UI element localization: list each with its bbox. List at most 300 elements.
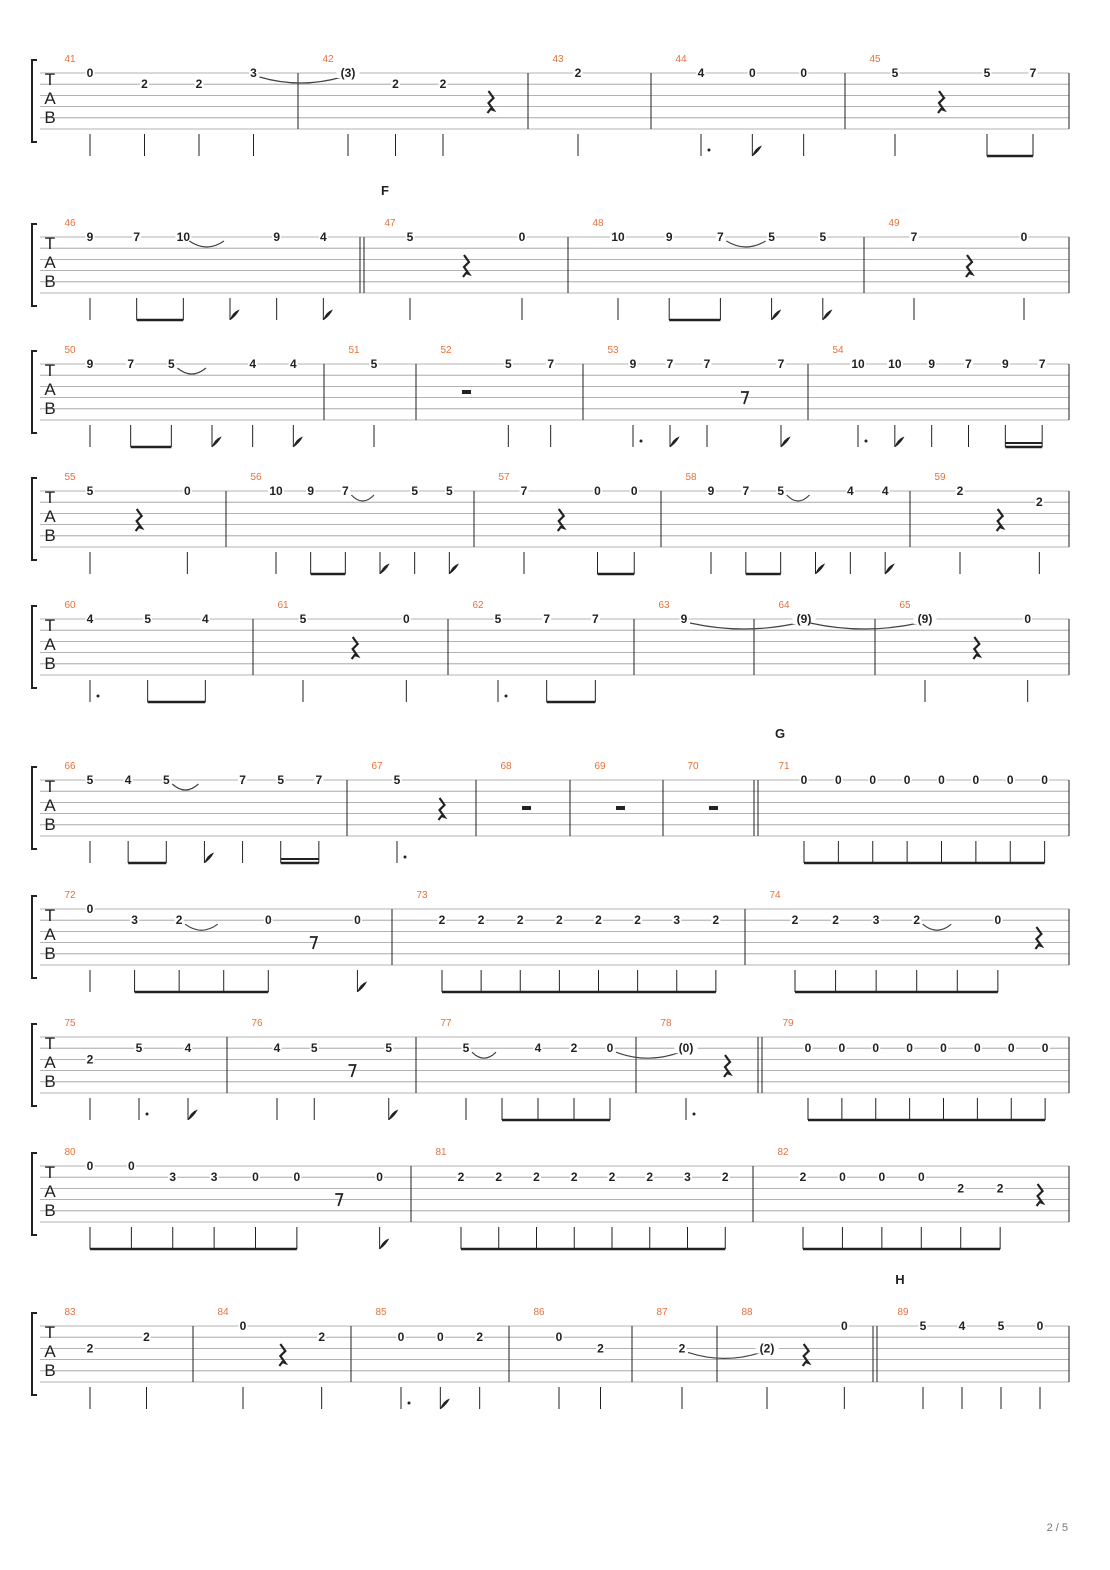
- fret-number: 5: [983, 66, 991, 80]
- measure-number: 85: [375, 1307, 387, 1318]
- system-bracket: [32, 767, 37, 849]
- eighth-flag: [823, 310, 832, 320]
- measure-number: 61: [277, 600, 289, 611]
- fret-number: 2: [175, 913, 183, 928]
- fret-number: 0: [1020, 230, 1028, 244]
- fret-number: 2: [597, 1341, 604, 1356]
- tab-clef-letter: T: [44, 777, 56, 796]
- fret-number: 0: [800, 66, 808, 80]
- system-bracket: [32, 224, 37, 306]
- fret-number: 0: [354, 913, 361, 928]
- tab-clef-letter: A: [44, 380, 56, 399]
- fret-number: 2: [533, 1170, 540, 1185]
- tab-clef-letter: A: [44, 253, 56, 272]
- tab-clef-letter: T: [44, 361, 56, 380]
- fret-number: 4: [249, 357, 257, 371]
- tab-clef-letter: B: [44, 272, 56, 291]
- fret-number: 0: [86, 66, 94, 80]
- fret-number: 2: [646, 1170, 654, 1185]
- fret-number: (3): [340, 66, 356, 80]
- fret-number: 5: [494, 612, 502, 626]
- fret-number: 0: [839, 1170, 846, 1185]
- fret-number: 7: [1029, 66, 1037, 80]
- fret-number: 0: [906, 1041, 913, 1056]
- fret-number: 2: [457, 1170, 465, 1185]
- fret-number: 2: [141, 77, 148, 92]
- measure-number: 67: [371, 761, 383, 772]
- tie-arc: [351, 495, 374, 501]
- measure-number: 81: [435, 1147, 447, 1158]
- eighth-flag: [440, 1399, 449, 1409]
- fret-number: 0: [1024, 612, 1032, 626]
- fret-number: (9): [917, 612, 933, 626]
- quarter-rest: [439, 798, 445, 820]
- tie-arc: [472, 1052, 496, 1058]
- tie-arc: [177, 368, 206, 374]
- measure-number: 56: [250, 472, 262, 483]
- fret-number: 2: [516, 913, 524, 928]
- fret-number: 9: [307, 484, 315, 498]
- fret-number: 2: [86, 1341, 94, 1356]
- measure-number: 66: [64, 761, 76, 772]
- fret-number: 0: [872, 1041, 880, 1056]
- half-rest: [616, 806, 625, 810]
- eighth-flag: [230, 310, 239, 320]
- fret-number: 5: [393, 773, 401, 787]
- fret-number: 7: [520, 484, 528, 498]
- fret-number: 0: [252, 1170, 259, 1185]
- fret-number: 5: [310, 1041, 318, 1056]
- fret-number: 2: [476, 1330, 484, 1345]
- fret-number: 7: [127, 357, 135, 371]
- fret-number: 0: [264, 913, 272, 928]
- fret-number: 5: [385, 1041, 393, 1056]
- measure-number: 72: [64, 890, 76, 901]
- quarter-rest: [1037, 1184, 1043, 1206]
- measure-number: 76: [251, 1018, 263, 1029]
- tab-clef-letter: B: [44, 944, 56, 963]
- fret-number: 9: [1001, 357, 1009, 371]
- quarter-rest: [1035, 927, 1041, 949]
- tab-clef-letter: T: [44, 616, 56, 635]
- fret-number: 4: [273, 1041, 281, 1056]
- tie-arc: [810, 623, 919, 629]
- system-bracket: [32, 1153, 37, 1235]
- fret-number: 2: [392, 77, 399, 92]
- fret-number: 2: [791, 913, 799, 928]
- section-marker: H: [895, 1272, 905, 1287]
- fret-number: 7: [703, 357, 711, 371]
- measure-number: 59: [934, 472, 946, 483]
- dot: [408, 1402, 411, 1405]
- fret-number: 3: [210, 1170, 218, 1185]
- tie-arc: [726, 241, 765, 247]
- measure-number: 78: [660, 1018, 672, 1029]
- fret-number: 5: [135, 1041, 143, 1056]
- measure-number: 44: [675, 54, 687, 65]
- section-marker: F: [381, 183, 389, 198]
- dot: [505, 695, 508, 698]
- fret-number: 5: [86, 484, 94, 498]
- eighth-flag: [380, 1239, 389, 1249]
- quarter-rest: [488, 91, 494, 113]
- dot: [97, 695, 100, 698]
- measure-number: 51: [348, 345, 360, 356]
- tie-arc: [189, 241, 224, 247]
- measure-number: 62: [472, 600, 484, 611]
- fret-number: 7: [341, 484, 349, 498]
- measure-number: 84: [217, 1307, 229, 1318]
- fret-number: 0: [917, 1170, 925, 1185]
- measure-number: 57: [498, 472, 510, 483]
- measure-number: 43: [552, 54, 564, 65]
- fret-number: 3: [169, 1170, 177, 1185]
- fret-number: 2: [956, 484, 964, 498]
- fret-number: 0: [630, 484, 638, 498]
- fret-number: 5: [997, 1319, 1005, 1333]
- measure-number: 74: [769, 890, 781, 901]
- measure-number: 53: [607, 345, 619, 356]
- section-marker: G: [774, 726, 786, 741]
- eighth-flag: [816, 564, 825, 574]
- tab-clef-letter: T: [44, 70, 56, 89]
- fret-number: 2: [318, 1330, 326, 1345]
- fret-number: 3: [673, 913, 681, 928]
- fret-number: 2: [913, 913, 921, 928]
- fret-number: 4: [534, 1041, 542, 1056]
- tie-arc: [616, 1052, 680, 1058]
- fret-number: 9: [680, 612, 688, 626]
- fret-number: 9: [928, 357, 936, 371]
- tab-clef-letter: T: [44, 906, 56, 925]
- tab-clef-letter: A: [44, 1182, 56, 1201]
- fret-number: 0: [1006, 773, 1014, 787]
- fret-number: 10: [269, 484, 283, 498]
- fret-number: 5: [891, 66, 899, 80]
- measure-number: 63: [658, 600, 670, 611]
- measure-number: 52: [440, 345, 452, 356]
- fret-number: 2: [438, 913, 446, 928]
- fret-number: 10: [851, 357, 865, 371]
- fret-number: 2: [143, 1330, 150, 1345]
- eighth-flag: [752, 146, 761, 156]
- eighth-flag: [895, 437, 904, 447]
- half-rest: [709, 806, 718, 810]
- fret-number: 0: [1036, 1319, 1044, 1333]
- fret-number: 2: [595, 913, 602, 928]
- fret-number: 0: [239, 1319, 247, 1333]
- fret-number: 4: [289, 357, 297, 371]
- fret-number: 0: [800, 773, 808, 787]
- fret-number: 2: [195, 77, 203, 92]
- fret-number: 2: [996, 1181, 1004, 1196]
- quarter-rest: [136, 509, 142, 531]
- fret-number: 0: [903, 773, 911, 787]
- fret-number: 7: [133, 230, 141, 244]
- fret-number: 0: [1007, 1041, 1015, 1056]
- fret-number: 4: [958, 1319, 966, 1333]
- fret-number: 0: [804, 1041, 812, 1056]
- fret-number: 0: [594, 484, 601, 498]
- fret-number: 3: [250, 66, 257, 80]
- fret-number: 2: [721, 1170, 729, 1185]
- fret-number: 0: [436, 1330, 444, 1345]
- measure-number: 82: [777, 1147, 789, 1158]
- fret-number: 0: [1041, 773, 1048, 787]
- fret-number: 5: [768, 230, 775, 244]
- measure-number: 68: [500, 761, 512, 772]
- fret-number: 4: [201, 612, 209, 626]
- fret-number: 3: [684, 1170, 691, 1185]
- fret-number: 10: [176, 230, 191, 244]
- system-bracket: [32, 351, 37, 433]
- fret-number: 4: [319, 230, 327, 244]
- fret-number: 0: [748, 66, 756, 80]
- fret-number: (2): [759, 1341, 775, 1356]
- quarter-rest: [558, 509, 564, 531]
- tab-clef-letter: B: [44, 526, 56, 545]
- fret-number: 0: [835, 773, 842, 787]
- eighth-flag: [449, 564, 458, 574]
- fret-number: 5: [819, 230, 827, 244]
- fret-number: 2: [574, 66, 582, 80]
- quarter-rest: [352, 637, 358, 659]
- dot: [708, 149, 711, 152]
- fret-number: (0): [678, 1041, 694, 1056]
- fret-number: 0: [518, 230, 526, 244]
- fret-number: (9): [796, 612, 812, 626]
- fret-number: 0: [938, 773, 945, 787]
- tab-clef-letter: A: [44, 89, 56, 108]
- fret-number: 5: [504, 357, 512, 371]
- fret-number: 0: [402, 612, 410, 626]
- tab-clef-letter: A: [44, 1342, 56, 1361]
- measure-number: 86: [533, 1307, 545, 1318]
- fret-number: 0: [128, 1159, 135, 1173]
- fret-number: 7: [543, 612, 551, 626]
- measure-number: 88: [741, 1307, 753, 1318]
- fret-number: 0: [972, 773, 980, 787]
- measure-number: 69: [594, 761, 606, 772]
- quarter-rest: [938, 91, 944, 113]
- fret-number: 4: [184, 1041, 192, 1056]
- measure-number: 60: [64, 600, 76, 611]
- fret-number: 2: [678, 1341, 686, 1356]
- tie-arc: [923, 924, 952, 930]
- fret-number: 9: [273, 230, 281, 244]
- tab-clef-letter: B: [44, 815, 56, 834]
- measure-number: 49: [888, 218, 900, 229]
- fret-number: 0: [838, 1041, 846, 1056]
- measure-number: 50: [64, 345, 76, 356]
- fret-number: 3: [872, 913, 880, 928]
- eighth-flag: [781, 437, 790, 447]
- fret-number: 7: [547, 357, 555, 371]
- tie-arc: [688, 1352, 761, 1358]
- dot: [693, 1113, 696, 1116]
- system-bracket: [32, 606, 37, 688]
- system-bracket: [32, 1024, 37, 1106]
- measure-number: 79: [782, 1018, 794, 1029]
- fret-number: 9: [86, 230, 94, 244]
- dot: [640, 440, 643, 443]
- eighth-flag: [293, 437, 302, 447]
- fret-number: 7: [239, 773, 246, 787]
- tie-arc: [172, 784, 198, 790]
- fret-number: 0: [974, 1041, 981, 1056]
- fret-number: 0: [397, 1330, 405, 1345]
- eighth-flag: [188, 1110, 197, 1120]
- measure-number: 54: [832, 345, 844, 356]
- fret-number: 2: [86, 1052, 94, 1067]
- quarter-rest: [966, 255, 972, 277]
- tab-clef-letter: B: [44, 1072, 56, 1091]
- measure-number: 89: [897, 1307, 909, 1318]
- fret-number: 5: [144, 612, 152, 626]
- tab-clef-letter: B: [44, 1361, 56, 1380]
- tie-arc: [787, 495, 810, 501]
- measure-number: 46: [64, 218, 76, 229]
- measure-number: 73: [416, 890, 428, 901]
- eighth-rest: [310, 937, 317, 949]
- fret-number: 9: [629, 357, 637, 371]
- fret-number: 2: [957, 1181, 965, 1196]
- measure-number: 48: [592, 218, 604, 229]
- fret-number: 2: [556, 913, 563, 928]
- quarter-rest: [997, 509, 1003, 531]
- fret-number: 7: [965, 357, 972, 371]
- fret-number: 0: [183, 484, 191, 498]
- fret-number: 4: [697, 66, 705, 80]
- measure-number: 87: [656, 1307, 668, 1318]
- measure-number: 55: [64, 472, 76, 483]
- fret-number: 5: [445, 484, 453, 498]
- measure-number: 71: [778, 761, 790, 772]
- tie-arc: [185, 924, 218, 930]
- fret-number: 5: [919, 1319, 927, 1333]
- eighth-flag: [885, 564, 894, 574]
- fret-number: 2: [570, 1170, 578, 1185]
- fret-number: 5: [462, 1041, 470, 1056]
- quarter-rest: [463, 255, 469, 277]
- tab-clef-letter: A: [44, 925, 56, 944]
- fret-number: 7: [910, 230, 918, 244]
- quarter-rest: [724, 1055, 730, 1077]
- fret-number: 4: [86, 612, 94, 626]
- tab-clef-letter: T: [44, 234, 56, 253]
- measure-number: 47: [384, 218, 396, 229]
- fret-number: 0: [606, 1041, 614, 1056]
- fret-number: 2: [712, 913, 720, 928]
- fret-number: 5: [162, 773, 170, 787]
- tab-clef-letter: T: [44, 1163, 56, 1182]
- fret-number: 0: [293, 1170, 301, 1185]
- fret-number: 7: [315, 773, 323, 787]
- quarter-rest: [803, 1344, 809, 1366]
- measure-number: 42: [322, 54, 334, 65]
- fret-number: 4: [846, 484, 854, 498]
- tie-arc: [690, 623, 798, 629]
- fret-number: 7: [666, 357, 674, 371]
- half-rest: [522, 806, 531, 810]
- fret-number: 2: [495, 1170, 503, 1185]
- fret-number: 4: [124, 773, 132, 787]
- fret-number: 0: [86, 902, 94, 916]
- fret-number: 0: [994, 913, 1002, 928]
- fret-number: 7: [591, 612, 599, 626]
- tab-clef-letter: T: [44, 1323, 56, 1342]
- fret-number: 7: [717, 230, 724, 244]
- fret-number: 10: [611, 230, 625, 244]
- system-bracket: [32, 1313, 37, 1395]
- fret-number: 5: [411, 484, 419, 498]
- fret-number: 0: [869, 773, 877, 787]
- fret-number: 9: [665, 230, 673, 244]
- measure-number: 70: [687, 761, 699, 772]
- quarter-rest: [279, 1344, 285, 1366]
- fret-number: 9: [86, 357, 94, 371]
- measure-number: 77: [440, 1018, 452, 1029]
- tab-clef-letter: B: [44, 108, 56, 127]
- fret-number: 0: [86, 1159, 94, 1173]
- fret-number: 2: [799, 1170, 807, 1185]
- fret-number: 0: [940, 1041, 947, 1056]
- fret-number: 2: [570, 1041, 578, 1056]
- eighth-flag: [357, 982, 366, 992]
- system-bracket: [32, 896, 37, 978]
- tab-clef-letter: T: [44, 1034, 56, 1053]
- tab-clef-letter: B: [44, 654, 56, 673]
- measure-number: 45: [869, 54, 881, 65]
- eighth-flag: [670, 437, 679, 447]
- fret-number: 5: [370, 357, 378, 371]
- measure-number: 83: [64, 1307, 76, 1318]
- measure-number: 75: [64, 1018, 76, 1029]
- fret-number: 9: [707, 484, 715, 498]
- fret-number: 5: [86, 773, 94, 787]
- system-bracket: [32, 478, 37, 560]
- tie-arc: [260, 77, 343, 83]
- fret-number: 5: [167, 357, 175, 371]
- measure-number: 64: [778, 600, 790, 611]
- fret-number: 0: [1041, 1041, 1049, 1056]
- fret-number: 3: [131, 913, 138, 928]
- fret-number: 10: [888, 357, 902, 371]
- fret-number: 2: [477, 913, 485, 928]
- fret-number: 2: [439, 77, 447, 92]
- eighth-flag: [204, 853, 213, 863]
- fret-number: 5: [299, 612, 307, 626]
- fret-number: 7: [742, 484, 750, 498]
- eighth-flag: [772, 310, 781, 320]
- eighth-flag: [389, 1110, 398, 1120]
- system-bracket: [32, 60, 37, 142]
- fret-number: 5: [777, 484, 785, 498]
- fret-number: 2: [1035, 495, 1043, 510]
- tab-clef-letter: A: [44, 796, 56, 815]
- half-rest: [462, 390, 471, 394]
- eighth-flag: [380, 564, 389, 574]
- measure-number: 58: [685, 472, 697, 483]
- fret-number: 5: [277, 773, 285, 787]
- measure-number: 65: [899, 600, 911, 611]
- fret-number: 5: [406, 230, 414, 244]
- dot: [404, 856, 407, 859]
- fret-number: 2: [832, 913, 839, 928]
- fret-number: 2: [608, 1170, 616, 1185]
- tab-clef-letter: A: [44, 507, 56, 526]
- tab-clef-letter: A: [44, 1053, 56, 1072]
